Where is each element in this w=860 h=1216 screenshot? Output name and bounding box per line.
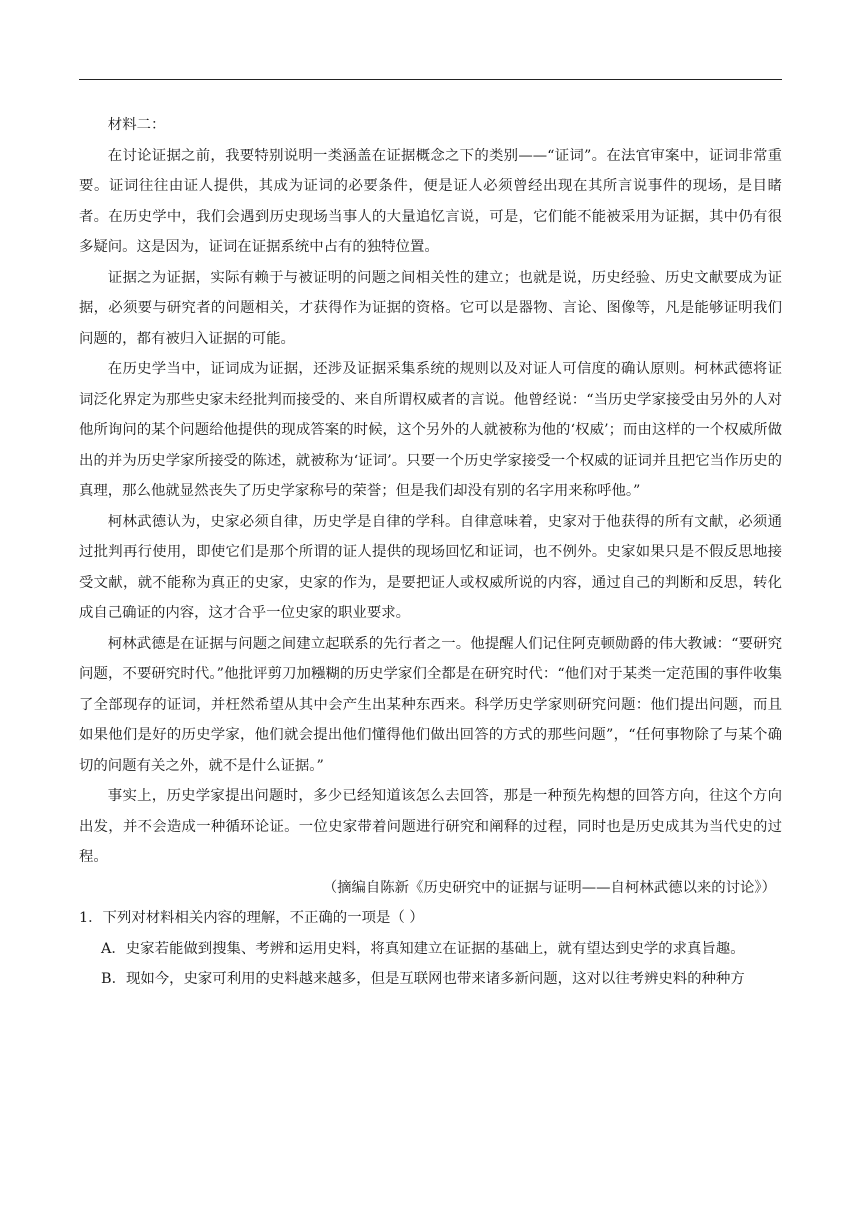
paragraph-1: 在讨论证据之前，我要特别说明一类涵盖在证据概念之下的类别——“证词”。在法官审案中，证词非常重要。证词往往由证人提供，其成为证词的必要条件，便是证人必须曾经出现在其所言说事件的现场，是目睹者。在历史学中，我们会遇到历史现场当事人的大量追忆言说，可是，它们能不能被采用为证据，其中仍有很多疑问。这是因为，证词在证据系统中占有的独特位置。 [79, 147, 782, 255]
option-a: A．史家若能做到搜集、考辨和运用史料，将真知建立在证据的基础上，就有望达到史学的求真旨趣。 [101, 940, 745, 957]
document-body [79, 110, 782, 995]
source-citation: （摘编自陈新《历史研究中的证据与证明——自柯林武德以来的讨论》） [322, 879, 776, 896]
option-b: B．现如今，史家可利用的史料越来越多，但是互联网也带来诸多新问题，这对以往考辨史料的种种方 [101, 971, 745, 987]
header-rule [79, 79, 782, 80]
paragraph-6: 事实上，历史学家提出问题时，多少已经知道该怎么去回答，那是一种预先构想的回答方向，往这个方向出发，并不会造成一种循环论证。一位史家带着问题进行研究和阐释的过程，同时也是历史成其为当代史的过程。 [79, 788, 782, 865]
paragraph-4: 柯林武德认为，史家必须自律，历史学是自律的学科。自律意味着，史家对于他获得的所有文献，必须通过批判再行使用，即使它们是那个所谓的证人提供的现场回忆和证词，也不例外。史家如果只是不假反思地接受文献，就不能称为真正的史家，史家的作为，是要把证人或权威所说的内容，通过自己的判断和反思，转化成自己确证的内容，这才合乎一位史家的职业要求。 [79, 513, 782, 621]
paragraph-5: 柯林武德是在证据与问题之间建立起联系的先行者之一。他提醒人们记住阿克顿勋爵的伟大教诫：“要研究问题，不要研究时代。”他批评剪刀加糨糊的历史学家们全都是在研究时代：“他们对于某类一定范围的事件收集了全部现存的证词，并枉然希望从其中会产生出某种东西来。科学历史学家则研究问题：他们提出问题，而且如果他们是好的历史学家，他们就会提出他们懂得他们做出回答的方式的那些问题”，“任何事物除了与某个确切的问题有关之外，就不是什么证据。” [79, 635, 782, 774]
question-1: 1．下列对材料相关内容的理解，不正确的一项是（ ） [79, 910, 424, 926]
material-heading: 材料二： [107, 117, 166, 133]
paragraph-2: 证据之为证据，实际有赖于与被证明的问题之间相关性的建立；也就是说，历史经验、历史文献要成为证据，必须要与研究者的问题相关，才获得作为证据的资格。它可以是器物、言论、图像等，凡是能够证明我们问题的，都有被归入证据的可能。 [79, 269, 782, 347]
paragraph-3: 在历史学当中，证词成为证据，还涉及证据采集系统的规则以及对证人可信度的确认原则。柯林武德将证词泛化界定为那些史家未经批判而接受的、来自所谓权威者的言说。他曾经说：“当历史学家接受由另外的人对他所询问的某个问题给他提供的现成答案的时候，这个另外的人就被称为他的‘权威’；而由这样的一个权威所做出的并为历史学家所接受的陈述，就被称为‘证词’。只要一个历史学家接受一个权威的证词并且把它当作历史的真理，那么他就显然丧失了历史学家称号的荣誉；但是我们却没有别的名字用来称呼他。” [79, 361, 782, 499]
